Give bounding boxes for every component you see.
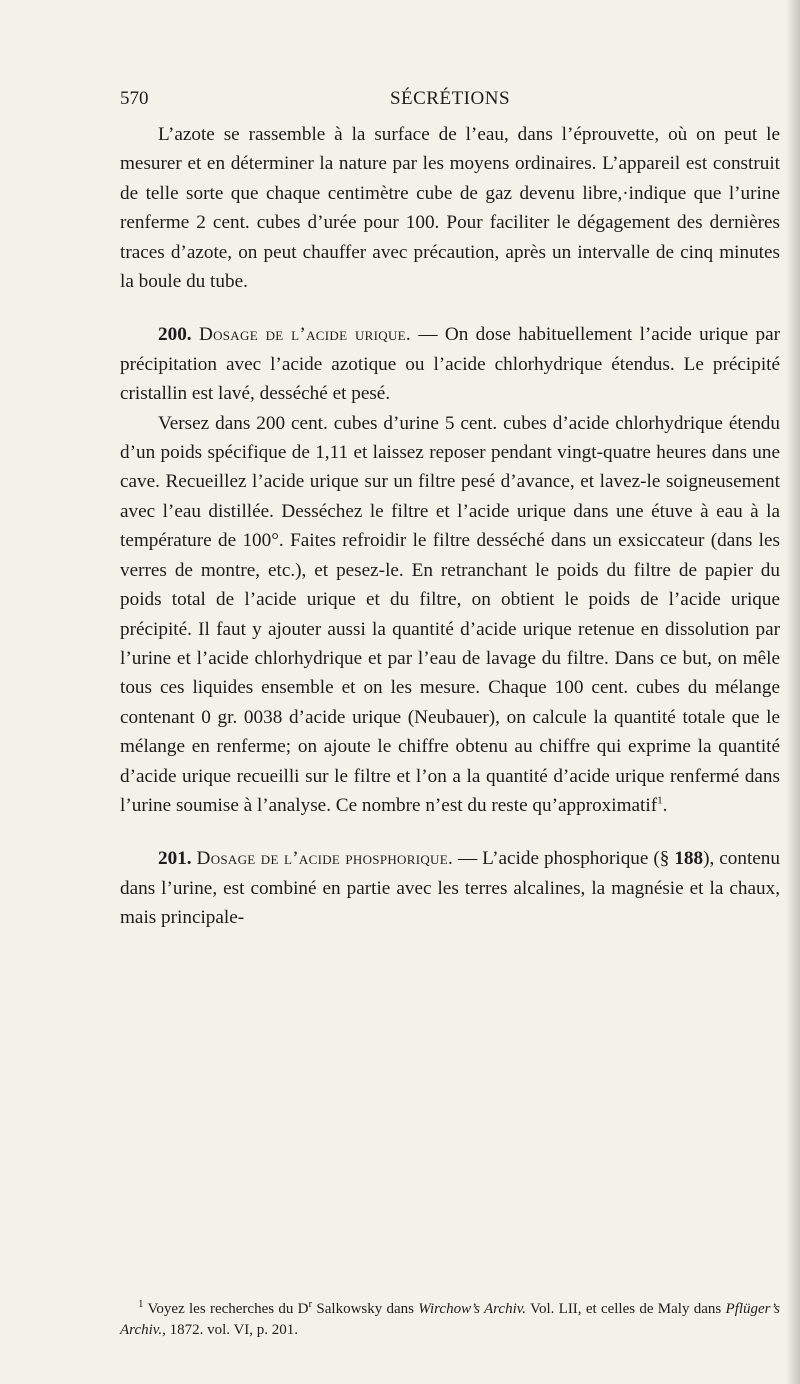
footnote-marker: 1 xyxy=(138,1298,144,1310)
paragraph-procedure xyxy=(120,409,780,821)
paragraph-text: Versez dans 200 cent. cubes d’urine 5 cent. cubes d’acide chlorhydrique étendu d’un poids spécifique de 1,11 et laissez reposer pendant vingt-quatre heures dans une cave. Recueillez l’acide urique sur un filtre pesé d’avance, et lavez-le soigneusement avec l’eau distillée. Desséchez le filtre et l’acide urique dans une étuve à eau à la température de 100°. Faites refroidir le filtre desséché dans un exsiccateur (dans les verres de montre, etc.), et pesez-le. En retranchant le poids du filtre de papier du poids total de l’acide urique et du filtre, on obtient le poids de l’acide urique précipité. Il faut y ajouter aussi la quantité d’acide urique retenue en dissolution par l’urine et l’acide chlorhydrique et par l’eau de lavage du filtre. Dans ce but, on mêle tous ces liquides ensemble et on les mesure. Chaque 100 cent. cubes du mélange contenant 0 gr. 0038 d’acide urique (Neubauer), on calcule la quantité totale que le mélange en renferme; on ajoute le chiffre obtenu au chiffre qui exprime la quantité d’acide urique recueilli sur le filtre et l’on a la quantité d’acide urique renfermé dans l’urine soumise à l’analyse. Ce nombre n’est du reste qu’approximatif xyxy=(120,412,780,816)
footnote-part: Vol. LII, et celles de Maly dans xyxy=(526,1301,726,1317)
section-number: 200. xyxy=(158,324,192,346)
page-number: 570 xyxy=(120,88,149,109)
footnote-part: Salkowsky dans xyxy=(312,1301,419,1317)
section-text: — On dose habituellement l’acide urique par précipitation avec l’acide azotique ou l’acide chlorhydrique étendus. Le précipité cristallin est lavé, desséché et pesé. xyxy=(120,324,781,405)
footnote-reference: 1 xyxy=(657,794,663,807)
page-header xyxy=(120,88,780,112)
journal-title: Wirchow’s Archiv. xyxy=(418,1301,527,1317)
footnote xyxy=(120,1299,780,1341)
section-title: Dosage de l’acide urique. xyxy=(198,324,411,346)
page-body xyxy=(120,120,780,933)
footnote-text xyxy=(120,1299,780,1341)
paragraph-text: L’azote se rassemble à la surface de l’eau, dans l’éprouvette, où on peut le mesurer et en déterminer la nature par les moyens ordinaires. L’appareil est construit de telle sorte que chaque centimètre cube de gaz devenu libre,·indique que l’urine renferme 2 cent. cubes d’urée pour 100. Pour faciliter le dégagement des dernières traces d’azote, on peut chauffer avec précaution, après un intervalle de cinq minutes la boule du tube. xyxy=(120,124,780,293)
section-number: 201. xyxy=(158,848,192,870)
section-title: Dosage de l’acide phosphorique. xyxy=(196,848,454,870)
paragraph-end: . xyxy=(662,794,668,816)
section-cross-reference: 188 xyxy=(674,848,704,870)
running-head: SÉCRÉTIONS xyxy=(389,88,511,109)
footnote-part: Voyez les recherches du D xyxy=(143,1301,309,1317)
journal-title: Pflüger’s Archiv. xyxy=(120,1301,780,1338)
footnote-part: , 1872. vol. VI, p. 201. xyxy=(162,1322,299,1338)
section-200 xyxy=(120,320,780,408)
section-text: — L’acide phosphorique (§ xyxy=(453,848,675,870)
page-edge-shadow xyxy=(786,0,800,1384)
section-201 xyxy=(120,844,780,932)
paragraph-azote xyxy=(120,120,780,296)
section-text: ), contenu dans l’urine, est combiné en partie avec les terres alcalines, la magnésie et la chaux, mais principale- xyxy=(120,848,780,929)
footnote-superscript: r xyxy=(308,1298,313,1310)
